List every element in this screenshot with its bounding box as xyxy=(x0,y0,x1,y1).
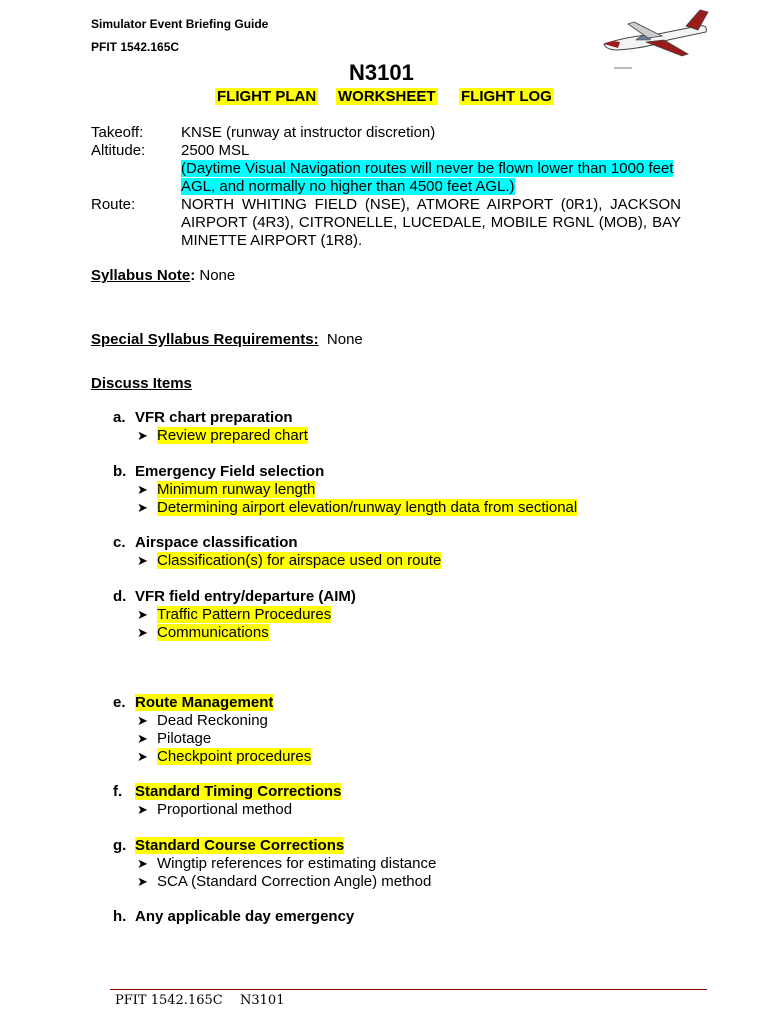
list-item xyxy=(113,801,341,819)
takeoff-label: Takeoff: xyxy=(91,124,144,141)
special-requirements-value: None xyxy=(318,331,363,348)
takeoff-value: KNSE (runway at instructor discretion) xyxy=(181,124,436,141)
bullet-text: Wingtip references for estimating distance xyxy=(157,855,437,872)
syllabus-note-value: None xyxy=(195,267,236,284)
item-title: VFR chart preparation xyxy=(135,409,293,426)
list-item xyxy=(113,712,311,730)
arrow-bullet-icon: ➤ xyxy=(137,749,148,764)
discuss-item-g xyxy=(113,837,436,891)
item-letter: b. xyxy=(113,463,127,480)
guide-title: Simulator Event Briefing Guide xyxy=(91,17,269,31)
list-item xyxy=(113,499,577,517)
syllabus-note-colon: : xyxy=(190,267,196,284)
discuss-item-b xyxy=(113,463,577,517)
list-item xyxy=(113,606,356,624)
discuss-item-f xyxy=(113,783,341,819)
arrow-bullet-icon: ➤ xyxy=(137,625,148,640)
altitude-label: Altitude: xyxy=(91,142,146,159)
arrow-bullet-icon: ➤ xyxy=(137,874,148,889)
arrow-bullet-icon: ➤ xyxy=(137,856,148,871)
altitude-note-text: AGL, and normally no higher than 4500 feet AGL.) xyxy=(181,178,515,195)
list-item xyxy=(113,748,311,766)
list-item xyxy=(113,427,308,445)
footer-doc-id: PFIT 1542.165C xyxy=(115,993,223,1008)
list-item xyxy=(113,730,311,748)
list-item xyxy=(113,873,436,891)
item-letter: e. xyxy=(113,694,126,711)
bullet-text: Dead Reckoning xyxy=(157,712,268,729)
footer-event: N3101 xyxy=(240,993,285,1008)
route-value: NORTH WHITING FIELD (NSE), ATMORE AIRPORT (0R1), JACKSON AIRPORT (4R3), CITRONELLE, LUCEDALE, MOBILE RGNL (MOB), BAY MINETTE AIRPORT (1R8). xyxy=(181,196,681,249)
arrow-bullet-icon: ➤ xyxy=(137,802,148,817)
discuss-item-d xyxy=(113,588,356,642)
tab-worksheet[interactable]: WORKSHEET xyxy=(338,88,436,105)
item-letter: h. xyxy=(113,908,127,925)
bullet-text: Checkpoint procedures xyxy=(157,748,312,765)
item-letter: d. xyxy=(113,588,127,605)
route-label: Route: xyxy=(91,196,136,213)
item-title: Route Management xyxy=(135,694,274,711)
bullet-text: SCA (Standard Correction Angle) method xyxy=(157,873,432,890)
list-item xyxy=(113,552,441,570)
item-letter: a. xyxy=(113,409,126,426)
discuss-item-h xyxy=(113,908,354,926)
altitude-note-text: (Daytime Visual Navigation routes will never be flown lower than 1000 feet xyxy=(181,160,674,177)
list-item xyxy=(113,855,436,873)
bullet-text: Review prepared chart xyxy=(157,427,308,444)
doc-id: PFIT 1542.165C xyxy=(91,40,180,54)
item-letter: g. xyxy=(113,837,127,854)
arrow-bullet-icon: ➤ xyxy=(137,553,148,568)
tab-flight-log[interactable]: FLIGHT LOG xyxy=(461,88,552,105)
discuss-item-a xyxy=(113,409,308,445)
arrow-bullet-icon: ➤ xyxy=(137,428,148,443)
syllabus-note xyxy=(91,267,235,285)
special-requirements xyxy=(91,331,363,349)
item-title: Standard Timing Corrections xyxy=(135,783,342,800)
item-title: Standard Course Corrections xyxy=(135,837,345,854)
arrow-bullet-icon: ➤ xyxy=(137,482,148,497)
special-requirements-label: Special Syllabus Requirements: xyxy=(91,331,319,348)
event-title: N3101 xyxy=(349,60,414,85)
bullet-text: Traffic Pattern Procedures xyxy=(157,606,332,623)
altitude-note-line-1 xyxy=(181,160,673,178)
bullet-text: Proportional method xyxy=(157,801,293,818)
altitude-note-line-2 xyxy=(181,178,515,196)
arrow-bullet-icon: ➤ xyxy=(137,607,148,622)
list-item xyxy=(113,481,577,499)
item-title: Emergency Field selection xyxy=(135,463,325,480)
arrow-bullet-icon: ➤ xyxy=(137,731,148,746)
bullet-text: Determining airport elevation/runway length data from sectional xyxy=(157,499,578,516)
list-item xyxy=(113,624,356,642)
altitude-value: 2500 MSL xyxy=(181,142,250,159)
bullet-text: Pilotage xyxy=(157,730,212,747)
jet-aircraft-icon xyxy=(588,6,722,72)
bullet-text: Minimum runway length xyxy=(157,481,316,498)
footer-rule xyxy=(110,989,707,990)
arrow-bullet-icon: ➤ xyxy=(137,713,148,728)
item-title: Any applicable day emergency xyxy=(135,908,355,925)
bullet-text: Communications xyxy=(157,624,269,641)
arrow-bullet-icon: ➤ xyxy=(137,500,148,515)
discuss-items-title: Discuss Items xyxy=(91,375,192,392)
syllabus-note-label: Syllabus Note xyxy=(91,267,191,284)
item-letter: c. xyxy=(113,534,126,551)
bullet-text: Classification(s) for airspace used on route xyxy=(157,552,442,569)
tab-flight-plan[interactable]: FLIGHT PLAN xyxy=(217,88,317,105)
item-title: VFR field entry/departure (AIM) xyxy=(135,588,356,605)
item-title: Airspace classification xyxy=(135,534,298,551)
item-letter: f. xyxy=(113,783,123,800)
discuss-item-e xyxy=(113,694,311,766)
discuss-item-c xyxy=(113,534,441,570)
